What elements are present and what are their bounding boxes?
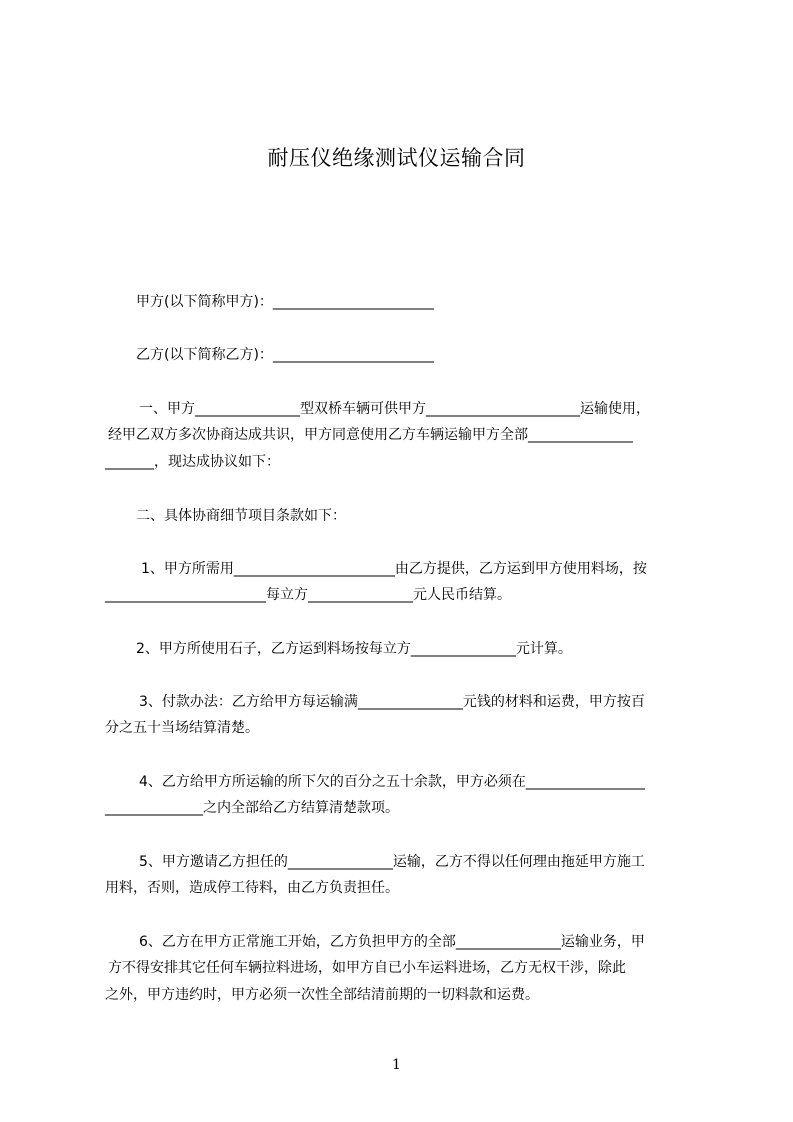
- item-4-line-2: ______________之内全部给乙方结算清楚款项。: [105, 800, 399, 816]
- item-1-line-2: _______________________每立方_______________元人民币结算。: [105, 587, 511, 603]
- item-5-line-1: 5、甲方邀请乙方担任的_______________运输，乙方不得以任何理由拖延甲方施工: [139, 854, 645, 870]
- item-3-line-2: 分之五十当场结算清楚。: [105, 720, 259, 736]
- clause-1-line-2: 经甲乙双方多次协商达成共识，甲方同意使用乙方车辆运输甲方全部_______________: [108, 427, 633, 443]
- item-1-line-1: 1、甲方所需用_______________________由乙方提供，乙方运到甲方使用料场，按: [141, 561, 647, 577]
- item-3-line-1: 3、付款办法：乙方给甲方每运输满_______________元钱的材料和运费，甲方按百: [139, 694, 645, 710]
- item-2-line-1: 2、甲方所使用石子，乙方运到料场按每立方_______________元计算。: [136, 641, 572, 657]
- party-b-line: 乙方(以下简称乙方)：_______________________: [136, 347, 434, 363]
- page-number: 1: [392, 1057, 401, 1073]
- party-a-line: 甲方(以下简称甲方)：_______________________: [136, 294, 434, 310]
- item-5-line-2: 用料，否则，造成停工待料，由乙方负责担任。: [105, 880, 399, 896]
- clause-1-line-1: 一、甲方_______________型双桥车辆可供甲方______________________运输使用，: [139, 401, 650, 417]
- item-6-line-1: 6、乙方在甲方正常施工开始，乙方负担甲方的全部_______________运输业务，甲: [139, 934, 645, 950]
- item-6-line-3: 之外，甲方违约时，甲方必须一次性全部结清前期的一切料款和运费。: [105, 987, 539, 1003]
- clause-2-heading: 二、具体协商细节项目条款如下：: [136, 508, 346, 524]
- clause-1-line-3: _______，现达成协议如下：: [105, 454, 280, 470]
- document-title: 耐压仪绝缘测试仪运输合同: [267, 146, 526, 170]
- item-6-line-2: 方不得安排其它任何车辆拉料进场，如甲方自已小车运料进场，乙方无权干涉，除此: [108, 960, 626, 976]
- item-4-line-1: 4、乙方给甲方所运输的所下欠的百分之五十余款，甲方必须在_________________: [139, 774, 645, 790]
